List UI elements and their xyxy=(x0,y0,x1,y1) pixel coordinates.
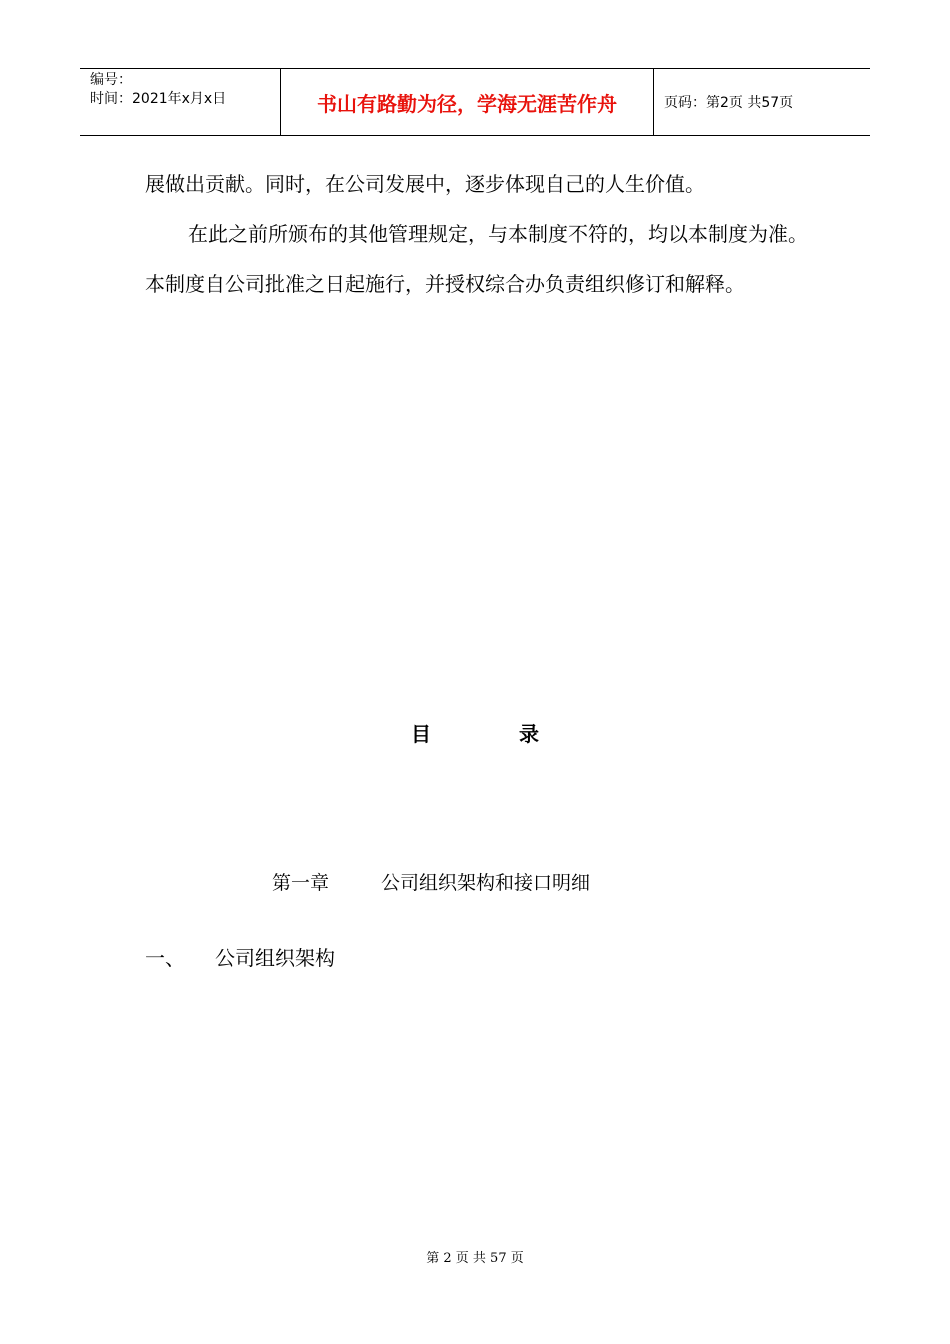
body-paragraph-1: 展做出贡献。同时，在公司发展中，逐步体现自己的人生价值。 xyxy=(145,172,705,196)
section-number: 一、 xyxy=(145,946,185,970)
header-page-info: 页码：第2页 共57页 xyxy=(664,95,794,111)
chapter-title: 公司组织架构和接口明细 xyxy=(381,872,591,894)
time-label: 时间：2021年x月x日 xyxy=(90,91,227,107)
toc-title xyxy=(0,718,950,747)
section-title: 公司组织架构 xyxy=(215,946,335,970)
body-paragraph-2: 在此之前所颁布的其他管理规定，与本制度不符的，均以本制度为准。本制度自公司批准之日起施行，并授权综合办负责组织修订和解释。 xyxy=(145,222,808,296)
serial-number-label: 编号： xyxy=(90,72,132,88)
header-meta-cell xyxy=(80,69,281,135)
chapter-number: 第一章 xyxy=(272,872,330,894)
document-header xyxy=(80,68,870,136)
header-motto: 书山有路勤为径，学海无涯苦作舟 xyxy=(281,69,654,135)
section-heading xyxy=(145,942,335,971)
toc-title-char-2: 录 xyxy=(519,722,539,746)
chapter-heading xyxy=(272,868,590,895)
toc-title-char-1: 目 xyxy=(411,722,431,746)
page-footer: 第 2 页 共 57 页 xyxy=(426,1251,524,1266)
